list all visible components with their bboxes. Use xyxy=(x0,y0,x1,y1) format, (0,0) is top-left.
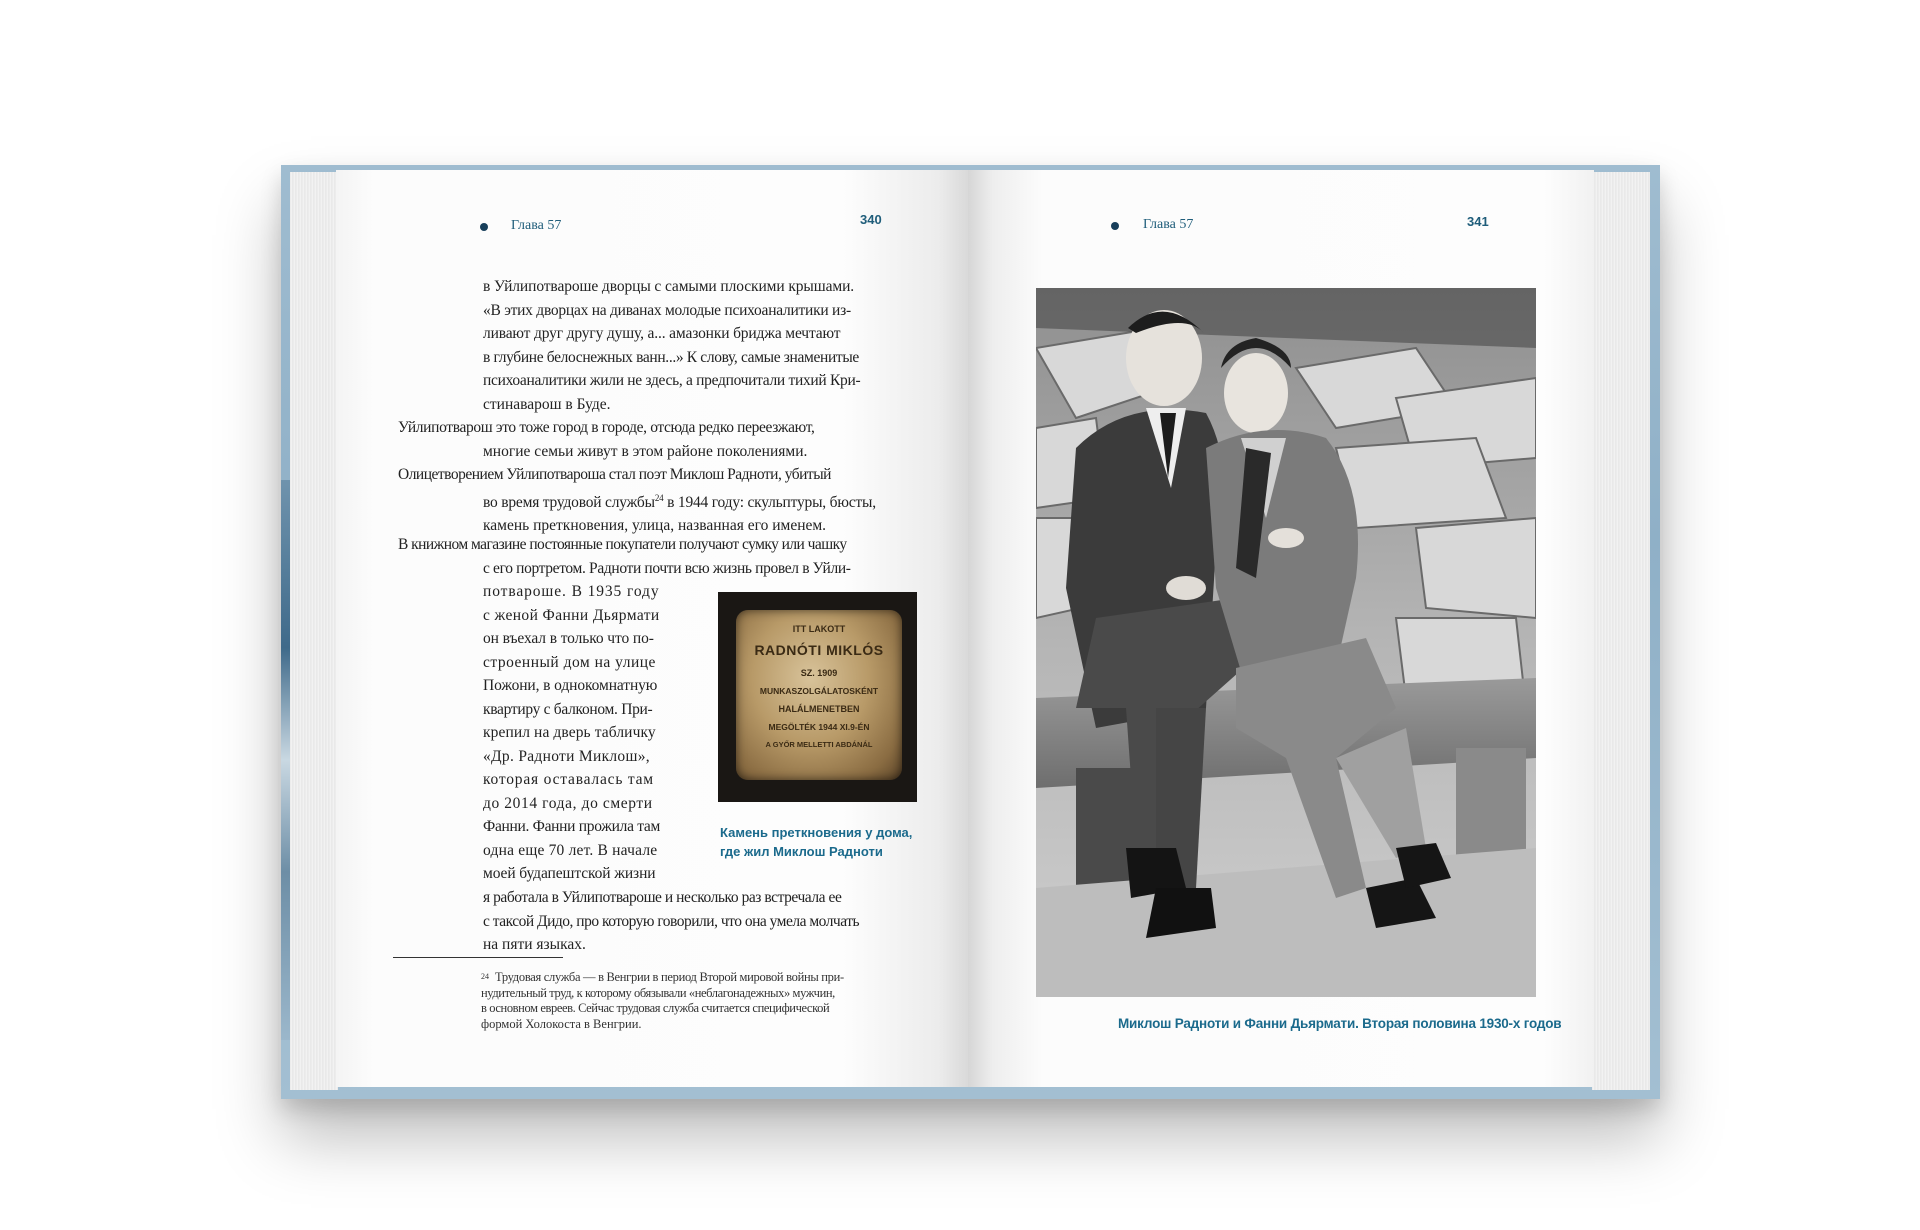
text-line: «В этих дворцах на диванах молодые психоаналитики из- xyxy=(483,301,851,319)
text-line: с таксой Дидо, про которую говорили, что она умела молчать xyxy=(483,912,860,930)
footnote-ref: 24 xyxy=(654,492,664,503)
text-fragment: во время трудовой службы xyxy=(483,493,655,511)
photo-illustration xyxy=(1036,288,1536,997)
text-line: многие семьи живут в этом районе поколениями. xyxy=(483,442,808,460)
text-line: камень преткновения, улица, названная его именем. xyxy=(483,517,827,535)
footnote-number: 24 xyxy=(481,972,489,981)
stone-caption xyxy=(720,823,912,861)
bullet-icon xyxy=(1111,222,1119,230)
paragraph-3 xyxy=(398,463,928,538)
text-line: стинаварош в Буде. xyxy=(483,395,611,413)
page-number: 341 xyxy=(1467,214,1489,229)
text-line: Уйлипотварош это тоже город в городе, отсюда редко переезжают, xyxy=(398,419,815,436)
paragraph-4-wrap xyxy=(483,580,703,886)
paragraph-4-end xyxy=(483,886,927,957)
page-number: 340 xyxy=(860,212,882,227)
text-line: «Др. Радноти Миклош», xyxy=(483,747,650,765)
chapter-title: Глава 57 xyxy=(1143,217,1194,232)
caption-line: где жил Миклош Радноти xyxy=(720,844,883,859)
text-line: в глубине белоснежных ванн...» К слову, самые знаменитые xyxy=(483,348,859,366)
stone-line: MEGÖLTÉK 1944 XI.9-ÉN xyxy=(768,722,870,732)
text-line: на пяти языках. xyxy=(483,936,586,953)
text-line xyxy=(398,487,928,515)
stone-line: HALÁLMENETBEN xyxy=(778,704,860,714)
text-fragment: в 1944 году: скульптуры, бюсты, xyxy=(663,493,876,511)
brass-plate xyxy=(736,610,902,780)
text-line: он въехал в только что по- xyxy=(483,630,654,647)
text-line: Фанни. Фанни прожила там xyxy=(483,818,660,835)
caption-line: Камень преткновения у дома, xyxy=(720,825,913,840)
text-line: одна еще 70 лет. В начале xyxy=(483,841,658,859)
footnote-line: Трудовая служба — в Венгрии в период Второй мировой войны при- xyxy=(495,970,844,984)
paragraph-4 xyxy=(398,533,928,580)
text-line: которая оставалась там xyxy=(483,771,654,788)
stone-line: SZ. 1909 xyxy=(800,668,838,678)
bullet-icon xyxy=(480,223,488,231)
text-line: психоаналитики жили не здесь, а предпочитали тихий Кри- xyxy=(483,372,861,389)
paragraph-2 xyxy=(398,416,928,463)
text-line: в Уйлипотвароше дворцы с самыми плоскими крышами. xyxy=(483,278,855,295)
stumbling-stone-photo xyxy=(718,592,917,802)
chapter-title: Глава 57 xyxy=(511,218,562,233)
text-line: потвароше. В 1935 году xyxy=(483,583,660,600)
text-line: крепил на дверь табличку xyxy=(483,724,656,741)
text-line: с его портретом. Радноти почти всю жизнь провел в Уйли- xyxy=(483,559,851,577)
text-line: с женой Фанни Дьярмати xyxy=(483,606,660,624)
text-line: квартиру с балконом. При- xyxy=(483,700,653,718)
page-edges-right xyxy=(1592,172,1650,1090)
paragraph-1 xyxy=(483,275,927,416)
text-line: Пожони, в однокомнатную xyxy=(483,677,658,694)
stone-line: ITT LAKOTT xyxy=(792,624,846,634)
stone-line: MUNKASZOLGÁLATOSKÉNT xyxy=(759,686,879,696)
text-line: до 2014 года, до смерти xyxy=(483,794,653,812)
text-line: моей будапештской жизни xyxy=(483,865,656,882)
footnote-line: нудительный труд, к которому обязывали «неблагонадежных» мужчин, xyxy=(481,985,835,1000)
footnote-line: формой Холокоста в Венгрии. xyxy=(481,1016,642,1031)
text-line: я работала в Уйлипотвароше и несколько раз встречала ее xyxy=(483,889,842,906)
photo-caption: Миклош Радноти и Фанни Дьярмати. Вторая половина 1930-х годов xyxy=(1118,1016,1562,1031)
stone-line: A GYŐR MELLETTI ABDÁNÁL xyxy=(765,740,873,749)
footnote-rule xyxy=(393,957,563,958)
text-line: строенный дом на улице xyxy=(483,653,656,671)
text-line: ливают друг другу душу, а... амазонки бриджа мечтают xyxy=(483,325,841,342)
stone-line: RADNÓTI MIKLÓS xyxy=(754,642,884,658)
footnote-line: в основном евреев. Сейчас трудовая служба считается специфической xyxy=(481,1001,830,1015)
text-line: Олицетворением Уйлипотвароша стал поэт Миклош Радноти, убитый xyxy=(398,466,831,483)
couple-photograph xyxy=(1036,288,1536,997)
text-line: В книжном магазине постоянные покупатели получают сумку или чашку xyxy=(398,536,847,553)
page-edges-left xyxy=(290,172,338,1090)
